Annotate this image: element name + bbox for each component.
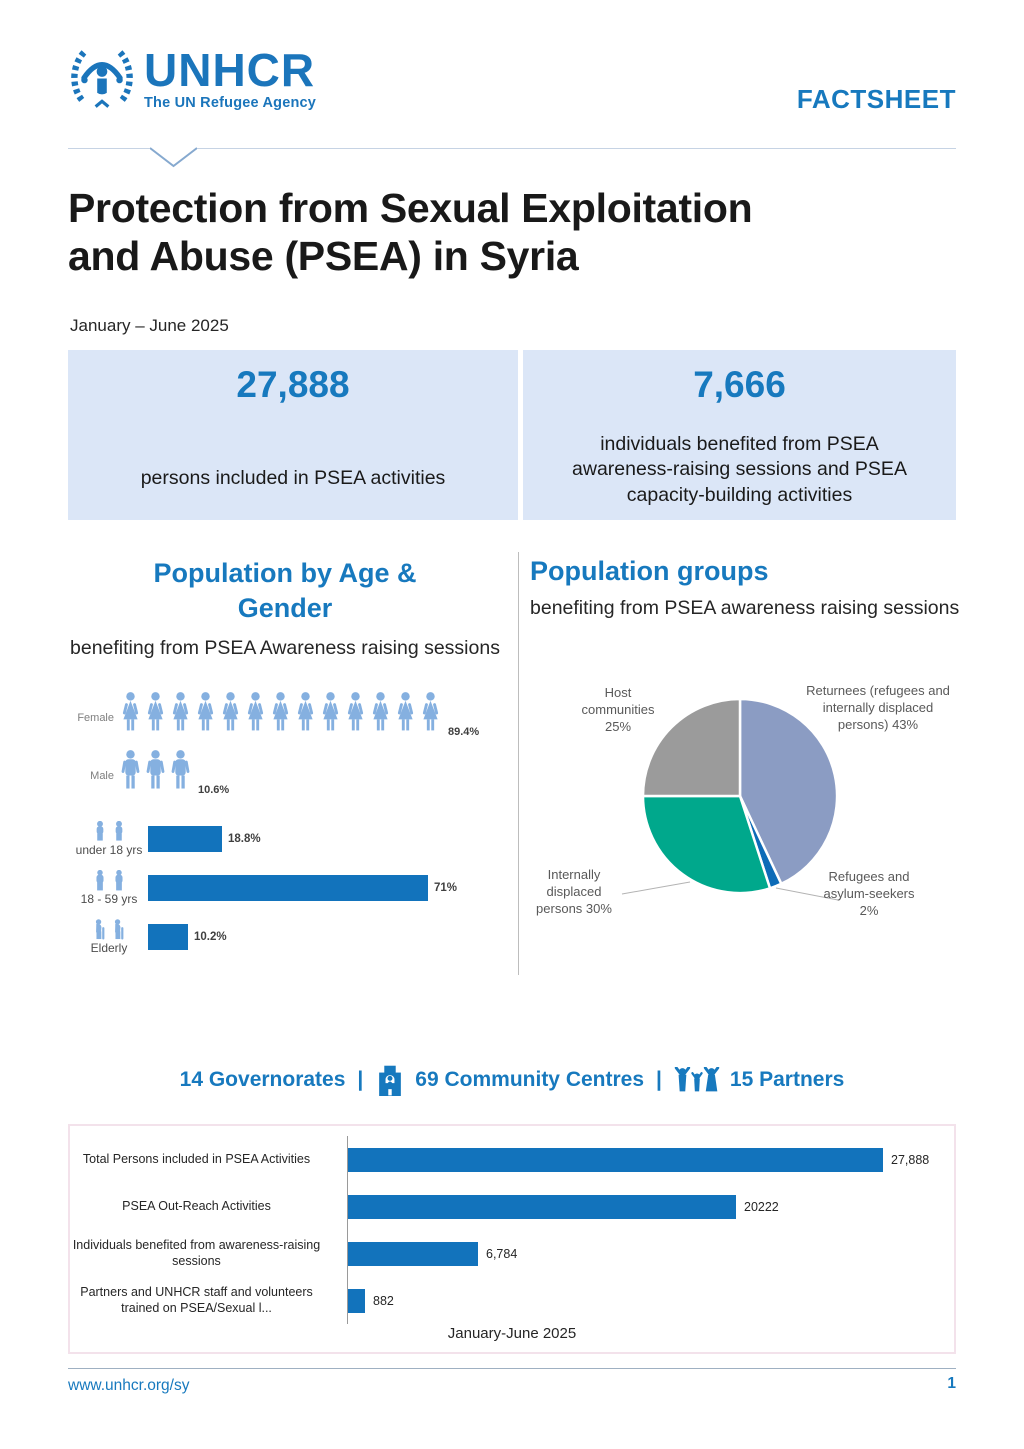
activities-row-label (70, 1199, 347, 1215)
footer-url-link[interactable]: www.unhcr.org/sy (68, 1377, 190, 1394)
activities-row-label-text: Total Persons included in PSEA Activities (82, 1151, 311, 1166)
age-group-icons (92, 870, 127, 891)
age-group-row (70, 863, 518, 912)
pictogram-percent: 89.4% (448, 726, 480, 738)
population-groups-subtitle: benefiting from PSEA awareness raising sessions (530, 597, 960, 619)
age-group-row (70, 912, 518, 961)
age-group-icons (92, 821, 127, 842)
age-group-category (70, 821, 148, 857)
activities-bar (348, 1289, 365, 1313)
activities-bar-value: 6,784 (486, 1246, 518, 1261)
adult-icon (92, 870, 108, 891)
activities-row-bar-area (347, 1183, 940, 1230)
stat-individuals-benefited (523, 350, 956, 520)
activities-row-bar-area (347, 1277, 940, 1324)
activities-row-bar-area (347, 1136, 940, 1183)
activities-bar-rows (70, 1136, 940, 1324)
community-centre-icon-icon (375, 1064, 405, 1096)
unhcr-emblem-icon (68, 44, 136, 114)
activities-bar (348, 1242, 478, 1266)
activities-row-label-text: Partners and UNHCR staff and volunteers trained on PSEA/Sexual l... (80, 1284, 313, 1315)
female-icon (193, 690, 218, 742)
pictogram-row-female (70, 690, 518, 742)
activities-row-label (70, 1238, 347, 1269)
age-gender-chart-subtitle: benefiting from PSEA Awareness raising sessions (70, 637, 500, 659)
activities-row-label-text: Individuals benefited from awareness-raising sessions (72, 1237, 321, 1268)
age-group-category (70, 919, 148, 955)
activities-bar (348, 1195, 736, 1219)
page-title-line1: Protection from Sexual Exploitation (68, 185, 753, 231)
female-icon (268, 690, 293, 742)
banner-item-1: 69 Community Centres (415, 1068, 645, 1091)
female-icon (118, 690, 143, 742)
banner-item-0: 14 Governorates (179, 1068, 346, 1091)
reporting-period: January – June 2025 (70, 316, 229, 335)
male-icon (143, 748, 168, 800)
brand-tagline: The UN Refugee Agency (144, 95, 317, 111)
pictogram-row-label: Male (90, 770, 114, 782)
stat-value: 7,666 (693, 364, 786, 405)
activities-row (70, 1136, 940, 1183)
child-icon (111, 821, 127, 842)
female-icon (168, 690, 193, 742)
footer-divider (68, 1368, 956, 1369)
female-icon (218, 690, 243, 742)
age-group-bar (148, 875, 428, 901)
pie-label-idp: Internally displaced persons 30% (536, 867, 612, 917)
doc-type-label: FACTSHEET (796, 84, 956, 114)
pie-label-returnees: Returnees (refugees and internally displaced persons) 43% (806, 683, 950, 733)
gender-pictogram-chart (70, 690, 518, 806)
female-icon (368, 690, 393, 742)
age-group-percent: 18.8% (228, 832, 261, 845)
age-group-bar-chart (70, 814, 518, 961)
age-group-percent: 71% (434, 881, 458, 894)
banner-item-2: 15 Partners (729, 1068, 845, 1091)
pictogram-row-male (70, 748, 518, 800)
page-title (68, 184, 968, 281)
female-icon (143, 690, 168, 742)
age-gender-chart-title: Population by Age & Gender (153, 558, 417, 623)
activities-row-label-text: PSEA Out-Reach Activities (122, 1198, 271, 1213)
activities-bar (348, 1148, 883, 1172)
female-icon (343, 690, 368, 742)
column-divider (518, 552, 519, 975)
unhcr-logo (68, 44, 316, 114)
activities-bar-value: 27,888 (891, 1152, 930, 1167)
pie-label-host-communities: Host communities 25% (581, 685, 655, 735)
page-number: 1 (947, 1375, 956, 1392)
child-icon (92, 821, 108, 842)
brand-name: UNHCR (144, 44, 316, 96)
male-icon (168, 748, 193, 800)
population-groups-pie-chart (530, 658, 962, 960)
activities-bar-value: 882 (373, 1293, 394, 1308)
stat-label: persons included in PSEA activities (140, 467, 446, 489)
activities-row (70, 1277, 940, 1324)
age-group-bar (148, 826, 222, 852)
pictogram-icons (118, 748, 193, 800)
activities-row-label (70, 1285, 347, 1316)
coverage-banner (0, 1056, 1024, 1104)
female-icon (318, 690, 343, 742)
female-icon (293, 690, 318, 742)
page-title-line2: and Abuse (PSEA) in Syria (68, 233, 579, 280)
female-icon (418, 690, 443, 742)
population-groups-title: Population groups (530, 556, 769, 586)
activities-x-axis-label: January-June 2025 (447, 1325, 577, 1342)
activities-bar-value: 20222 (744, 1199, 779, 1214)
age-group-label: under 18 yrs (75, 842, 143, 857)
pictogram-percent: 10.6% (198, 784, 230, 796)
activities-row-bar-area (347, 1230, 940, 1277)
age-group-bar (148, 924, 188, 950)
activities-row-label (70, 1152, 347, 1168)
banner-separator: | (656, 1068, 662, 1091)
key-figures (68, 350, 956, 520)
adult-icon (111, 870, 127, 891)
age-group-icons (92, 919, 127, 940)
header-divider (68, 148, 956, 149)
age-group-category (70, 870, 148, 906)
stat-label: individuals benefited from PSEA awareness-raising sessions and PSEA capacity-building activities (572, 433, 907, 506)
pie-label-refugees: Refugees and asylum-seekers 2% (823, 869, 915, 919)
partners-icon-icon (674, 1067, 720, 1094)
activities-bar-chart (68, 1124, 956, 1354)
female-icon (243, 690, 268, 742)
age-group-label: Elderly (90, 940, 128, 955)
activities-row (70, 1183, 940, 1230)
age-group-label: 18 - 59 yrs (80, 891, 138, 906)
male-icon (118, 748, 143, 800)
banner-separator: | (357, 1068, 364, 1091)
chevron-down-icon (150, 147, 197, 169)
age-group-percent: 10.2% (194, 930, 227, 943)
female-icon (393, 690, 418, 742)
activities-row (70, 1230, 940, 1277)
pictogram-icons (118, 690, 443, 742)
stat-persons-included (68, 350, 518, 520)
pictogram-row-label: Female (77, 712, 114, 724)
stat-value: 27,888 (236, 364, 350, 405)
elderly-icon (92, 919, 108, 940)
elderly-icon (111, 919, 127, 940)
age-group-row (70, 814, 518, 863)
